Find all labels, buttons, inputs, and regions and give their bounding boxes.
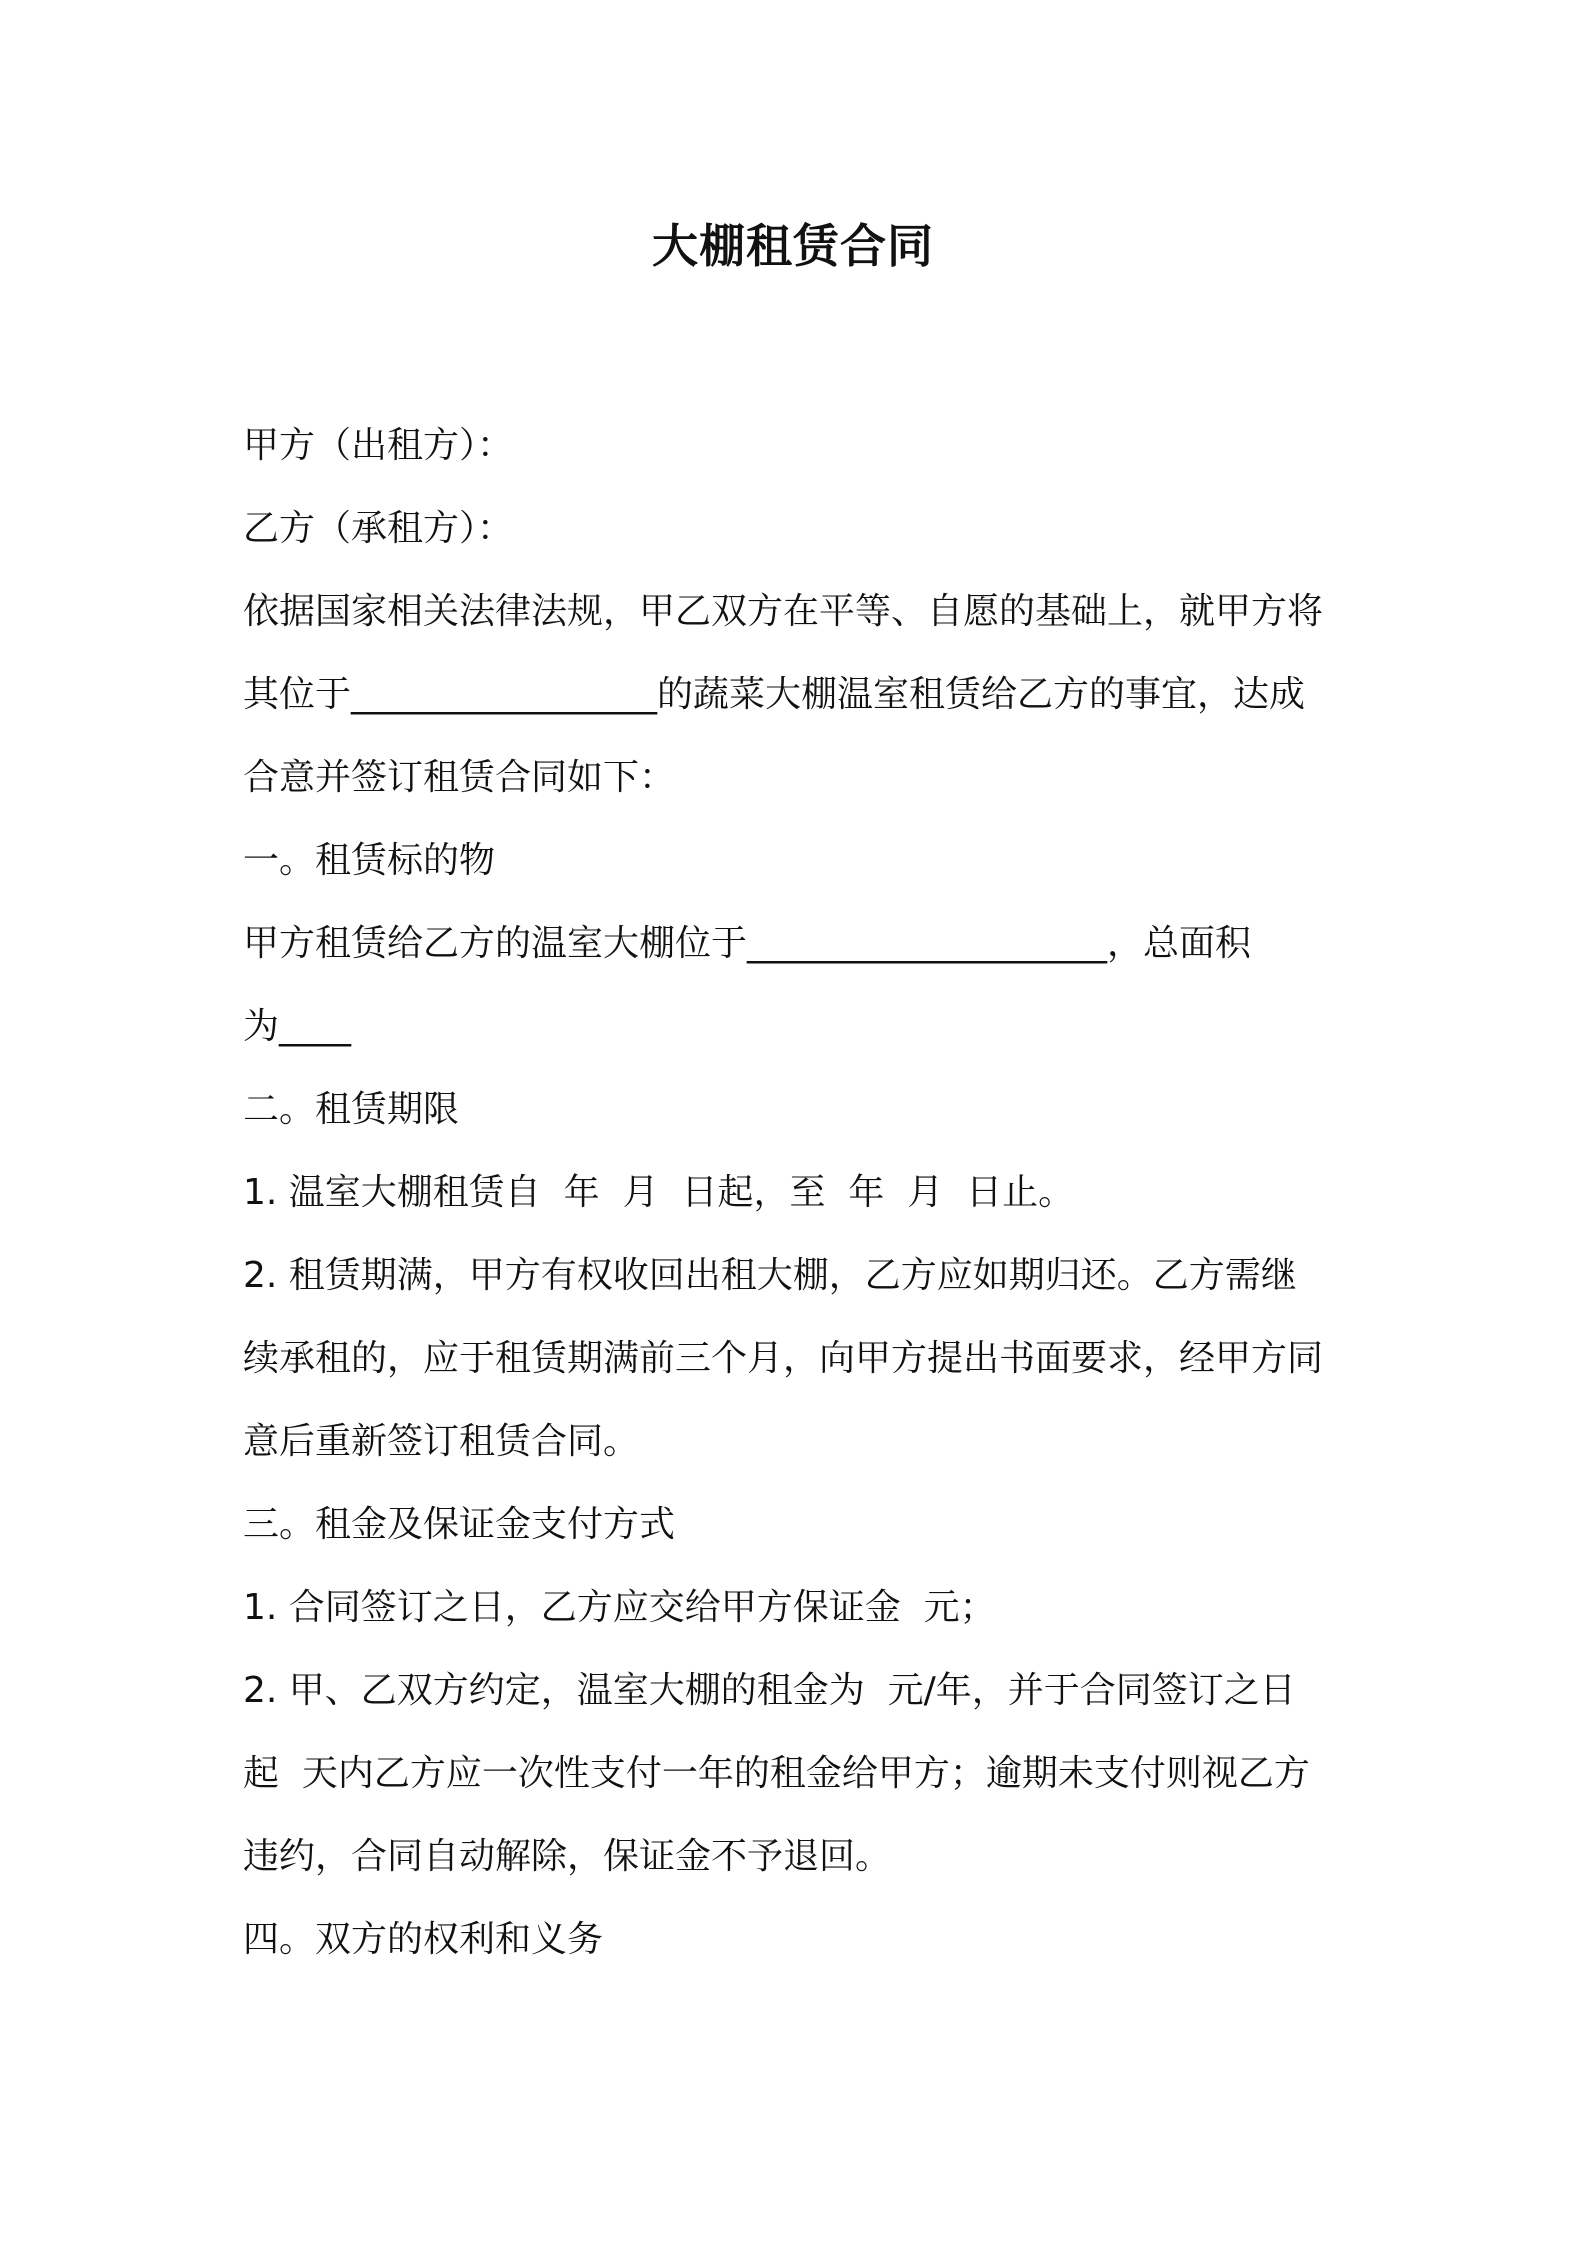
preamble-line-1: 依据国家相关法律法规，甲乙双方在平等、自愿的基础上，就甲方将 (243, 591, 1324, 632)
section-3-item-2-line-1: 2. 甲、乙双方约定，温室大棚的租金为 元/年，并于合同签订之日 (243, 1670, 1296, 1711)
section-2-heading: 二。租赁期限 (243, 1089, 460, 1130)
section-3-heading: 三。租金及保证金支付方式 (243, 1504, 676, 1545)
section-4-heading: 四。双方的权利和义务 (243, 1919, 604, 1960)
section-2-item-2-line-1: 2. 租赁期满，甲方有权收回出租大棚，乙方应如期归还。乙方需继 (243, 1255, 1297, 1296)
section-1-heading: 一。租赁标的物 (243, 840, 496, 881)
section-1-line-2: 为____ (243, 1006, 352, 1047)
section-3-item-2-line-3: 违约，合同自动解除，保证金不予退回。 (243, 1836, 892, 1877)
section-2-item-2-line-3: 意后重新签订租赁合同。 (243, 1421, 640, 1462)
party-b-line: 乙方（承租方）： (243, 508, 514, 549)
preamble-line-3: 合意并签订租赁合同如下： (243, 757, 676, 798)
section-3-item-2-line-2: 起 天内乙方应一次性支付一年的租金给甲方；逾期未支付则视乙方 (243, 1753, 1310, 1794)
party-a-line: 甲方（出租方）： (243, 425, 514, 466)
section-1-line-1: 甲方租赁给乙方的温室大棚位于____________________，总面积 (243, 923, 1252, 964)
document-title: 大棚租赁合同 (652, 219, 934, 273)
section-2-item-2-line-2: 续承租的，应于租赁期满前三个月，向甲方提出书面要求，经甲方同 (243, 1338, 1324, 1379)
document-body (243, 404, 1363, 1981)
section-2-item-1: 1. 温室大棚租赁自 年 月 日起，至 年 月 日止。 (243, 1172, 1075, 1213)
preamble-line-2: 其位于_________________的蔬菜大棚温室租赁给乙方的事宜，达成 (243, 674, 1306, 715)
section-3-item-1: 1. 合同签订之日，乙方应交给甲方保证金 元； (243, 1587, 996, 1628)
